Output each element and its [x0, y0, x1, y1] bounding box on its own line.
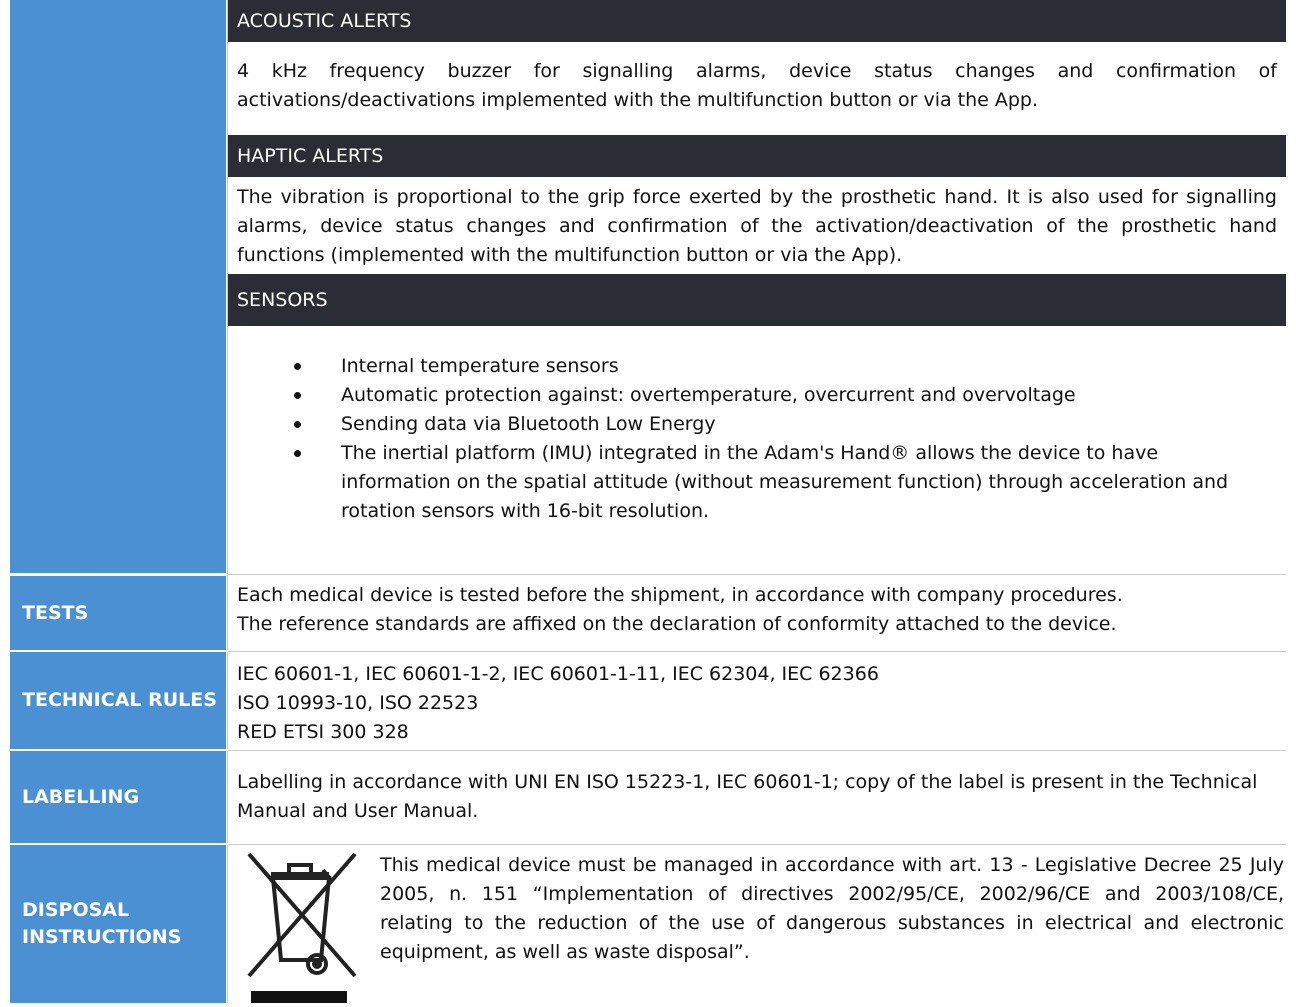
- tests-line: Each medical device is tested before the shipment, in accordance with company procedures.: [237, 584, 1123, 606]
- row-divider: [228, 844, 1286, 845]
- list-item: Automatic protection against: overtemperature, overcurrent and overvoltage: [237, 381, 1277, 410]
- tests-line: The reference standards are affixed on the declaration of conformity attached to the device.: [237, 613, 1117, 635]
- left-column-block: [10, 0, 226, 573]
- disposal-text: This medical device must be managed in accordance with art. 13 - Legislative Decree 25 July 2005, n. 151 “Implementation of directives 2002/95/CE, 2002/96/CE and 2003/108/CE, relating to the reduction of the use of dangerous substances in electrical and electronic equipment, as well as waste disposal”.: [380, 854, 1284, 963]
- row-divider: [228, 651, 1286, 652]
- sensors-header: SENSORS: [228, 274, 1286, 326]
- technical-rules-line: IEC 60601-1, IEC 60601-1-2, IEC 60601-1-11, IEC 62304, IEC 62366: [237, 663, 879, 685]
- sensors-list-cell: [228, 352, 1286, 526]
- disposal-label: DISPOSAL INSTRUCTIONS: [10, 845, 226, 1003]
- tests-label: TESTS: [10, 576, 226, 650]
- list-item: The inertial platform (IMU) integrated in the Adam's Hand® allows the device to have information on the spatial attitude (without measurement function) through acceleration and rotation sensors with 16-bit resolution.: [237, 439, 1277, 526]
- technical-rules-text: [228, 660, 1286, 747]
- technical-rules-line: RED ETSI 300 328: [237, 721, 409, 743]
- crossed-out-wheelie-bin-icon: [237, 848, 363, 1003]
- acoustic-alerts-header: ACOUSTIC ALERTS: [228, 0, 1286, 42]
- tests-text: [228, 581, 1286, 639]
- sensors-list: [237, 352, 1277, 526]
- technical-rules-label: TECHNICAL RULES: [10, 652, 226, 749]
- row-divider: [228, 574, 1286, 575]
- list-item: Sending data via Bluetooth Low Energy: [237, 410, 1277, 439]
- acoustic-alerts-text: 4 kHz frequency buzzer for signalling alarms, device status changes and confirmation of activations/deactivations implemented with the multifunction button or via the App.: [237, 60, 1277, 111]
- list-item: Internal temperature sensors: [237, 352, 1277, 381]
- labelling-label: LABELLING: [10, 751, 226, 843]
- labelling-text: Labelling in accordance with UNI EN ISO 15223-1, IEC 60601-1; copy of the label is present in the Technical Manual and User Manual.: [237, 771, 1258, 822]
- technical-rules-line: ISO 10993-10, ISO 22523: [237, 692, 479, 714]
- row-divider: [228, 750, 1286, 751]
- haptic-alerts-text: The vibration is proportional to the grip force exerted by the prosthetic hand. It is also used for signalling alarms, device status changes and confirmation of the activation/deactivation of the prosthetic hand functions (implemented with the multifunction button or via the App).: [237, 186, 1277, 266]
- haptic-alerts-header: HAPTIC ALERTS: [228, 135, 1286, 177]
